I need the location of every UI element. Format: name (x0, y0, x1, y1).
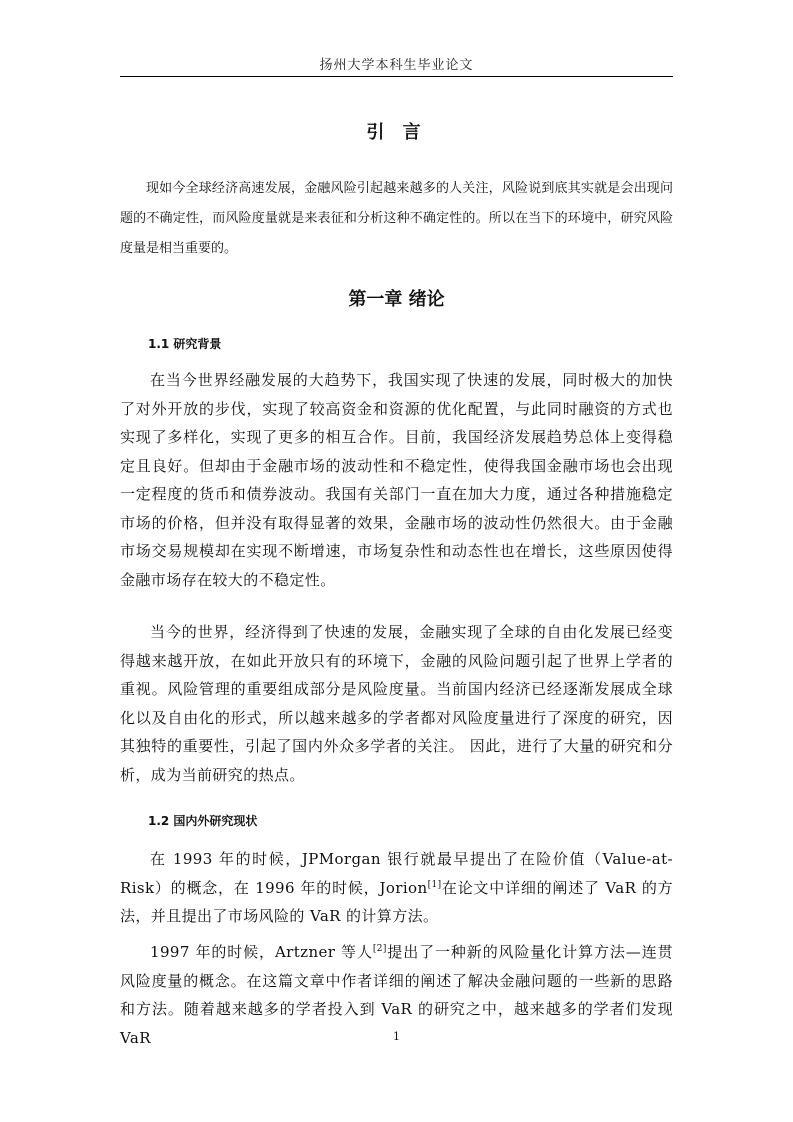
text-segment: 提出了一种新的风险量化计算方法—连贯风险度量的概念。在这篇文章中作者详细的阐述了解决金融问题的一些新的思路和方法。随着越来越多的学者投入到 VaR 的研究之中，越来越多的学者们发现 VaR (120, 943, 674, 1047)
page-number: 1 (393, 1030, 400, 1043)
citation-ref-2: [2] (372, 944, 387, 954)
background-paragraph-2: 当今的世界，经济得到了快速的发展，金融实现了全球的自由化发展已经变得越来越开放，在如此开放只有的环境下，金融的风险问题引起了世界上学者的重视。风险管理的重要组成部分是风险度量。当前国内经济已经逐渐发展成全球化以及自由化的形式，所以越来越多的学者都对风险度量进行了深度的研究，因其独特的重要性，引起了国内外众多学者的关注。 因此，进行了大量的研究和分析，成为当前研究的热点。 (120, 623, 673, 784)
citation-ref-1: [1] (427, 879, 442, 890)
text-segment: 在 1993 年的时候，JPMorgan 银行就最早提出了在险价值（Value-at-Risk）的概念，在 1996 年的时候，Jorion (120, 850, 673, 897)
section-heading-1-1: 1.1 研究背景 (148, 337, 222, 351)
text-segment: 在论文中详细的阐述了 VaR 的方法，并且提出了市场风险的 VaR 的计算方法。 (120, 878, 674, 925)
header-divider (120, 76, 673, 77)
text-segment: 1997 年的时候，Artzner 等人 (150, 943, 373, 961)
intro-title: 引 言 (366, 122, 427, 143)
page-header: 扬州大学本科生毕业论文 (319, 58, 474, 73)
background-paragraph-1: 在当今世界经融发展的大趋势下，我国实现了快速的发展，同时极大的加快了对外开放的步伐，实现了较高资金和资源的优化配置，与此同时融资的方式也实现了多样化，实现了更多的相互合作。目前，我国经济发展趋势总体上变得稳定且良好。但却由于金融市场的波动性和不稳定性，使得我国金融市场也会出现一定程度的货币和债券波动。我国有关部门一直在加大力度，通过各种措施稳定市场的价格，但并没有取得显著的效果，金融市场的波动性仍然很大。由于金融市场交易规模却在实现不断增速，市场复杂性和动态性也在增长，这些原因使得金融市场存在较大的不稳定性。 (120, 371, 673, 589)
research-status-paragraph-1 (120, 845, 673, 931)
section-heading-1-2: 1.2 国内外研究现状 (148, 814, 258, 828)
chapter-title: 第一章 绪论 (348, 289, 445, 310)
intro-paragraph: 现如今全球经济高速发展，金融风险引起越来越多的人关注，风险说到底其实就是会出现问题的不确定性，而风险度量就是来表征和分析这种不确定性的。所以在当下的环境中，研究风险度量是相当重要的。 (120, 181, 673, 256)
